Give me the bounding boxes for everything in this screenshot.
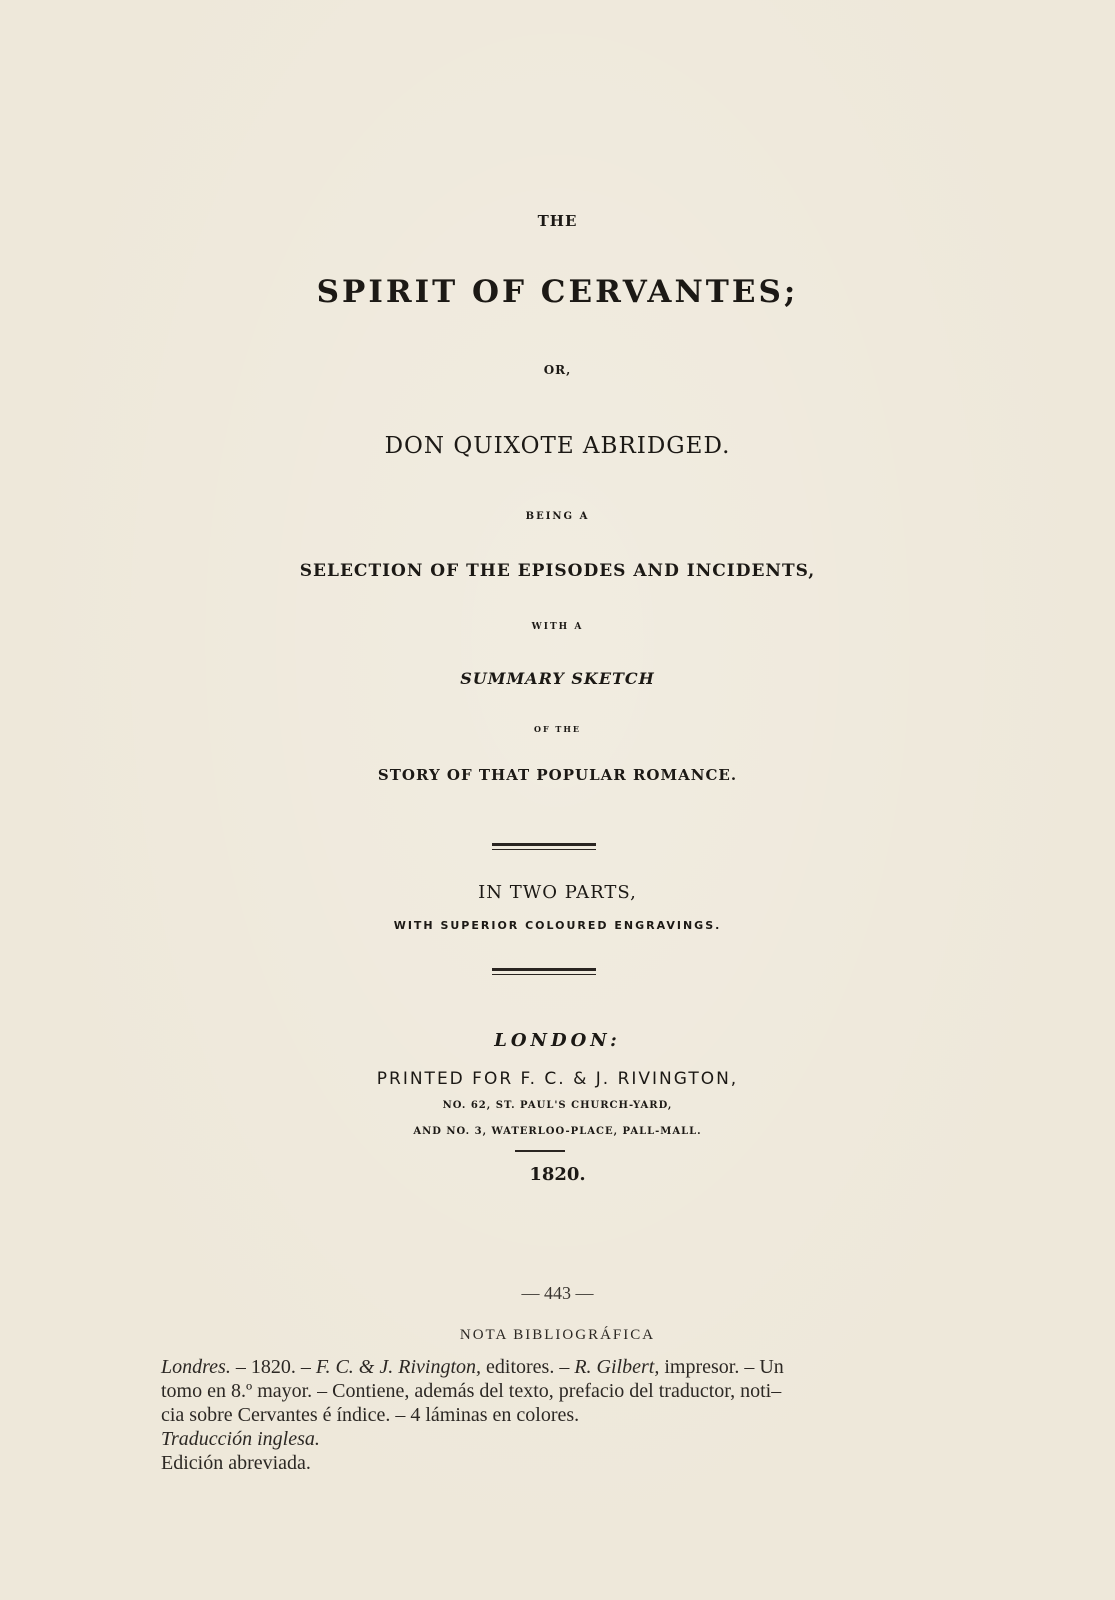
being-a-line: BEING A [525,511,590,522]
notes-line-1 [161,1355,784,1379]
engravings-line: WITH SUPERIOR COLOURED ENGRAVINGS. [393,919,722,932]
or-line: OR, [543,363,572,377]
address-line-1: NO. 62, ST. PAUL'S CHURCH-YARD, [442,1100,673,1111]
with-a-line: WITH A [531,622,584,632]
decorative-rule-top [492,843,596,850]
london-line: LONDON: [494,1030,621,1051]
editors-italic: F. C. & J. Rivington, [315,1356,482,1378]
city-italic: Londres. [161,1356,231,1378]
summary-sketch: SUMMARY SKETCH [460,669,655,688]
story-line: STORY OF THAT POPULAR ROMANCE. [377,766,738,784]
notes-line-4: Traducción inglesa. [161,1428,320,1450]
selection-line: SELECTION OF THE EPISODES AND INCIDENTS, [299,561,816,581]
printer-italic: R. Gilbert, [574,1356,660,1378]
editors-text: editores. – [481,1356,575,1378]
two-parts-line: IN TWO PARTS, [478,882,637,903]
printer-text: impresor. – Un [659,1356,784,1378]
year-line: 1820. [529,1164,586,1185]
bibliography-heading: NOTA BIBLIOGRÁFICA [459,1327,656,1343]
subtitle: DON QUIXOTE ABRIDGED. [384,433,731,459]
notes-line-2: tomo en 8.º mayor. – Contiene, además del texto, prefacio del traductor, noti– [161,1380,782,1402]
date-text: – 1820. – [230,1356,316,1378]
notes-line-3: cia sobre Cervantes é índice. – 4 láminas en colores. [161,1404,580,1426]
of-the-line: OF THE [533,724,582,734]
decorative-rule-bottom [492,968,596,975]
page-number: — 443 — [521,1283,594,1303]
the-line: THE [537,212,578,230]
year-rule [515,1150,565,1152]
address-line-2: AND NO. 3, WATERLOO-PLACE, PALL-MALL. [413,1126,702,1137]
main-title: SPIRIT OF CERVANTES; [316,274,799,310]
notes-line-5: Edición abreviada. [161,1452,311,1474]
printer-line: PRINTED FOR F. C. & J. RIVINGTON, [376,1069,739,1089]
